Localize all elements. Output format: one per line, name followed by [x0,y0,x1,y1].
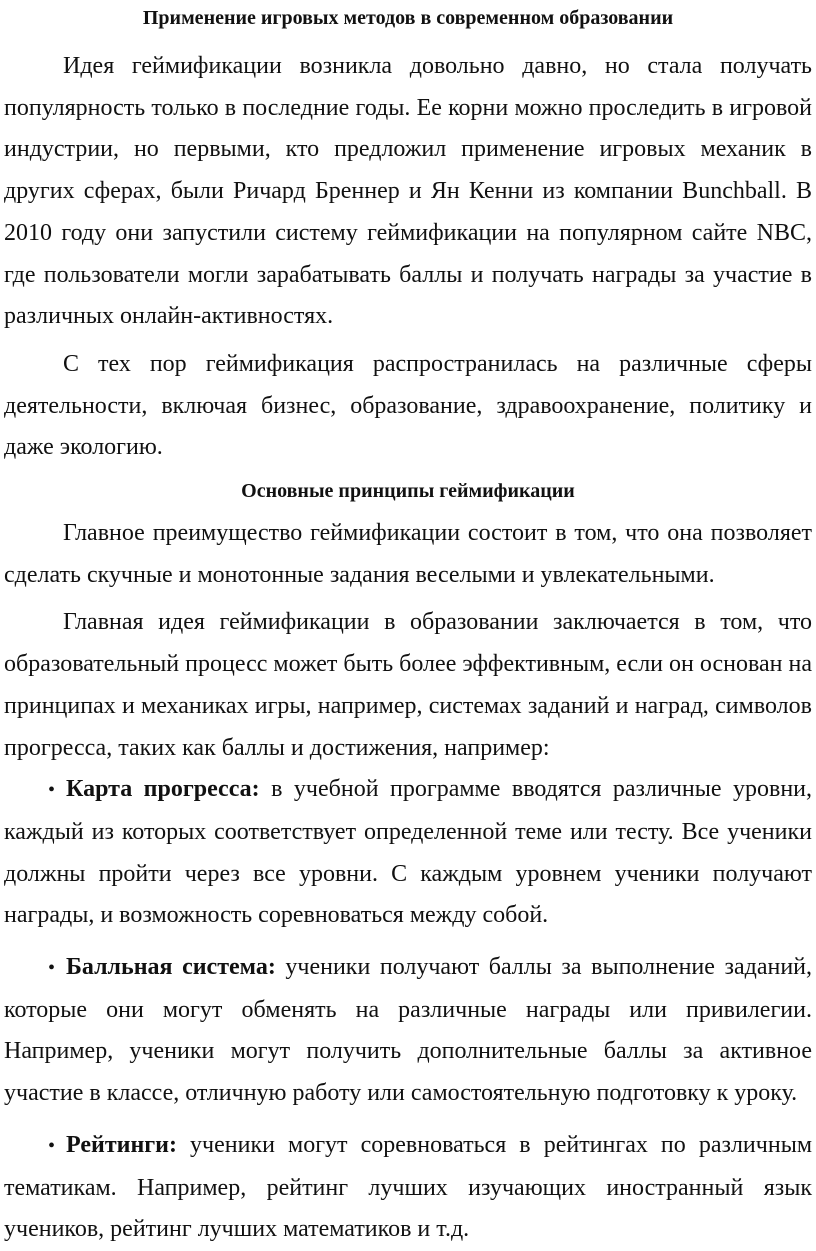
paragraph: Главная идея геймификации в образовании заключается в том, что образовательный процесс может быть более эффективным, если он основан на принципах и механиках игры, например, системах заданий и наград, символов прогресса, таких как баллы и достижения, например: [4,609,812,761]
bullet-icon: • [48,957,56,980]
bullet-icon: • [48,1134,56,1157]
bullet-item [4,947,812,1115]
paragraph: Идея геймификации возникла довольно давно, но стала получать популярность только в последние годы. Ее корни можно проследить в игровой индустрии, но первыми, кто предложил применение игровых механик в других сферах, были Ричард Бреннер и Ян Кенни из компании Bunchball. В 2010 году они запустили систему геймификации на популярном сайте NBC, где пользователи могли зарабатывать баллы и получать награды за участие в различных онлайн-активностях. [4,53,812,330]
bullet-item [4,1125,812,1251]
bullet-term: Карта прогресса: [66,776,260,803]
paragraph: С тех пор геймификация распространилась на различные сферы деятельности, включая бизнес, образование, здравоохранение, политику и даже экологию. [4,350,812,461]
bullet-item [4,769,812,937]
section-subtitle: Основные принципы геймификации [241,480,575,503]
bullet-text: в учебной программе вводятся различные уровни, каждый из которых соответствует определенной теме или тесту. Все ученики должны пройти через все уровни. С каждым уровнем ученики получают награды, и возможность соревноваться между собой. [4,776,813,929]
document-title: Применение игровых методов в современном образовании [142,7,674,29]
bullet-text: ученики могут соревноваться в рейтингах по различным тематикам. Например, рейтинг лучших изучающих иностранный язык учеников, рейтинг лучших математиков и т.д. [4,1131,812,1243]
bullet-term: Рейтинги: [66,1131,177,1158]
bullet-text: ученики получают баллы за выполнение заданий, которые они могут обменять на различные награды или привилегии. Например, ученики могут получить дополнительные баллы за активное участие в классе, отличную работу или самостоятельную подготовку к уроку. [4,954,813,1107]
bullet-term: Балльная система: [66,954,276,981]
bullet-icon: • [48,779,56,802]
paragraph: Главное преимущество геймификации состоит в том, что она позволяет сделать скучные и монотонные задания веселыми и увлекательными. [4,520,812,588]
